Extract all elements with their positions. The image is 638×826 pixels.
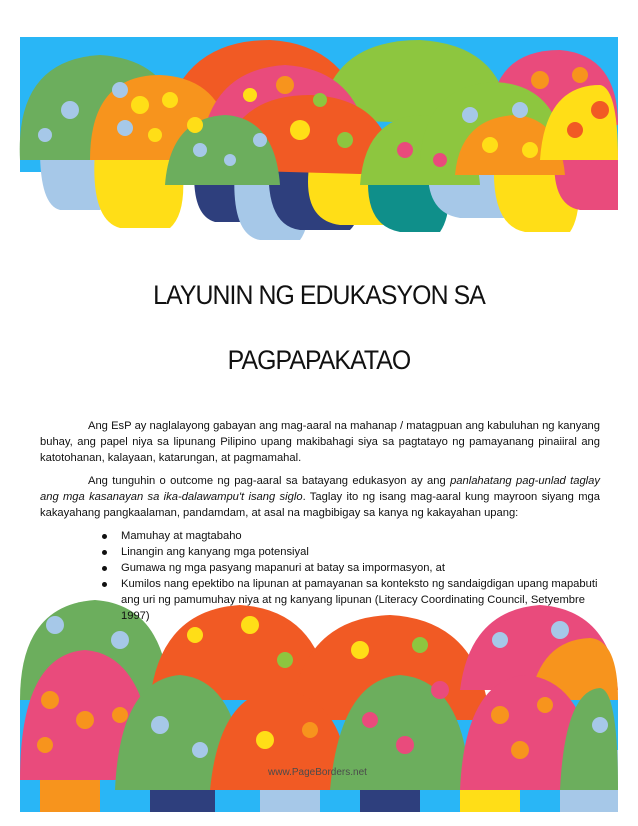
watermark: www.PageBorders.net: [268, 767, 367, 778]
bullet-list: [40, 528, 600, 624]
bullet-item: Kumilos nang epektibo na lipunan at pamayanan sa konteksto ng sandaigdigan upang mapabuti ang uri ng pamumuhay niya at ng kanyang lipunan (Literacy Coordinating Council, Setyembre 1997): [97, 576, 600, 624]
page-title-line-1: LAYUNIN NG EDUKASYON SA: [153, 280, 485, 310]
paragraph-2-end: . Taglay ito ng isang mag-aaral kung mayroon siyang mga kakayahang pangkaalaman, pandamdam, at asal na magbibigay sa kanya ng kakayahan upang:: [40, 491, 600, 519]
paragraph-1: Ang EsP ay naglalayong gabayan ang mag-aaral na mahanap / matagpuan ang kabuluhan ng kanyang buhay, ang papel niya sa lipunang Pilipino upang makibahagi siya sa pagtatayo ng pamayanang pinaiiral ang katotohanan, kalayaan, katarungan, at pagmamahal.: [40, 420, 600, 464]
body-text: [40, 418, 600, 624]
paragraph-2: [40, 473, 600, 521]
bullet-item: Linangin ang kanyang mga potensiyal: [97, 544, 600, 560]
page-title-line-2: PAGPAPAKATAO: [227, 345, 411, 375]
bullet-item: Mamuhay at magtabaho: [97, 528, 600, 544]
paragraph-2-italic: panlahatang pag-unlad taglay ang mga kasanayan sa ika-dalawampu't isang siglo: [40, 475, 600, 503]
bullet-item: Gumawa ng mga pasyang mapanuri at batay sa impormasyon, at: [97, 560, 600, 576]
paragraph-2-start: Ang tunguhin o outcome ng pag-aaral sa batayang edukasyon ay ang: [88, 475, 451, 487]
